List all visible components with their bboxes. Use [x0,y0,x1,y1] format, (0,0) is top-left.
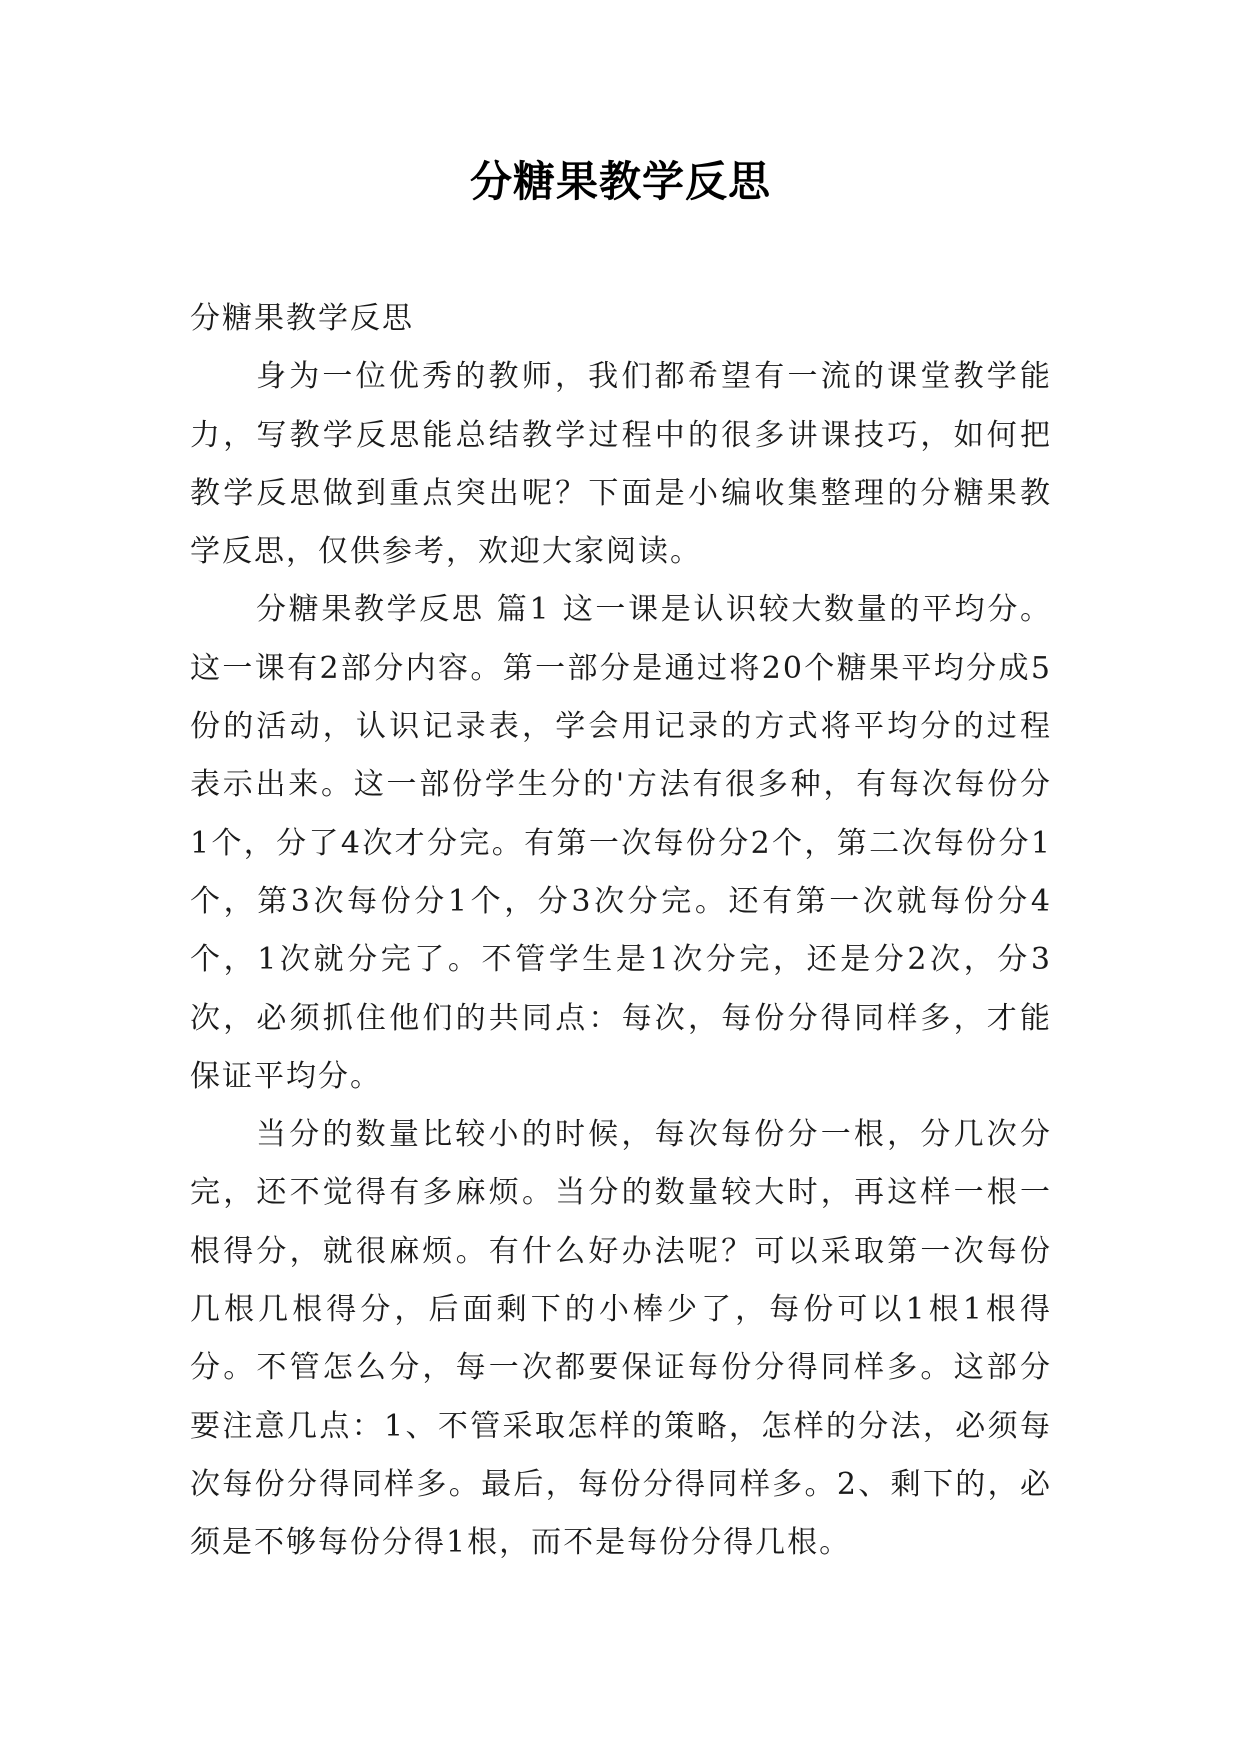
document-body [190,290,1052,1573]
paragraph-intro: 身为一位优秀的教师，我们都希望有一流的课堂教学能力，写教学反思能总结教学过程中的很多讲课技巧，如何把教学反思做到重点突出呢？下面是小编收集整理的分糖果教学反思，仅供参考，欢迎大家阅读。 [190,359,1052,570]
document-title: 分糖果教学反思 [469,157,771,206]
document-subtitle: 分糖果教学反思 [190,301,414,336]
paragraph-part-2: 当分的数量比较小的时候，每次每份分一根，分几次分完，还不觉得有多麻烦。当分的数量较大时，再这样一根一根得分，就很麻烦。有什么好办法呢？可以采取第一次每份几根几根得分，后面剩下的小棒少了，每份可以1根1根得分。不管怎么分，每一次都要保证每份分得同样多。这部分要注意几点：1、不管采取怎样的策略，怎样的分法，必须每次每份分得同样多。最后，每份分得同样多。2、剩下的，必须是不够每份分得1根，而不是每份分得几根。 [190,1117,1052,1561]
paragraph-part-1: 分糖果教学反思 篇1 这一课是认识较大数量的平均分。这一课有2部分内容。第一部分是通过将20个糖果平均分成5份的活动，认识记录表，学会用记录的方式将平均分的过程表示出来。这一部份学生分的'方法有很多种，有每次每份分1个，分了4次才分完。有第一次每份分2个，第二次每份分1个，第3次每份分1个，分3次分完。还有第一次就每份分4个，1次就分完了。不管学生是1次分完，还是分2次，分3次，必须抓住他们的共同点：每次，每份分得同样多，才能保证平均分。 [190,592,1052,1094]
